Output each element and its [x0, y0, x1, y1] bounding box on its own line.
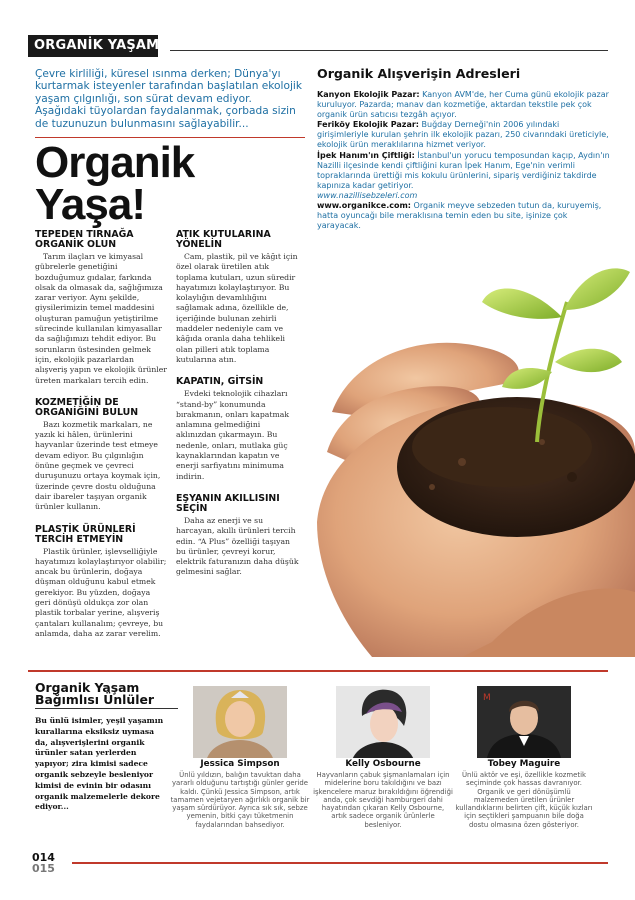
shop-name[interactable]: www.organikce.com: — [317, 201, 412, 211]
shops-title: Organik Alışverişin Adresleri — [317, 66, 521, 81]
section-body: Cam, plastik, pil ve kâğıt için özel olarak üretilen atık toplama kutuları, uzun süredir hayatımızı kolaylaştırıyor. Bu kolaylığın devamlılığını sağlamak adına, özellikle de, içeriğinde bulunan zehirli maddeler nedeniyle cam ve kâğıda oranla daha tehlikeli olan pilleri atık toplama kutularına atın. — [176, 252, 298, 364]
celeb-desc: Ünlü yıldızın, balığın tavuktan daha yararlı olduğunu tartıştığı günler geride kaldı. Çünkü Jessica Simpson, artık tamamen vejetaryen ağırlıklı organik bir yaşam sürdürüyor. Ayrıca sık sık, sebze yemenin, bitki çayı tüketmenin faydalarından bahsediyor. — [170, 771, 310, 829]
shops-list — [317, 90, 613, 231]
celeb-desc: Hayvanların çabuk şişmanlamaları için midelerine boru takıldığını ve bazı işkencelere maruz bırakıldığını öğrendiği anda, çok sevdiği hamburgeri dahi hayatından çıkaran Kelly Osbourne, artık sadece organik ürünlerle besleniyor. — [313, 771, 453, 829]
page-numbers — [32, 852, 55, 874]
celeb-name: Tobey Maguire — [487, 759, 561, 769]
section-body: Bazı kozmetik markaları, ne yazık ki hâlen, ürünlerini hayvanlar üzerinde test etmeye devam ediyor. Bu çılgınlığın önüne geçmek ve çevreci duruşunuzu ortaya koymak için, üzerinde çevre dostu olduğuna dair ibareler taşıyan organik ürünler kullanın. — [35, 419, 161, 512]
svg-text:M: M — [483, 693, 491, 703]
shop-desc: Buğday Derneği'nin 2006 yılındaki girişimleriyle kurulan şehrin ilk ekolojik pazarı, 250 civarındaki üreticiyle, ekolojik ürün meraklılarına hizmet veriyor. — [317, 120, 609, 150]
section-body: Tarım ilaçları ve kimyasal gübrelerle genetiğini bozduğumuz gıdalar, farkında olsak da olmasak da, sağlığımıza zarar veriyor. Aynı şekilde, giysilerimizin temel maddesini oluşturan pamuğun yetiştirilme sürecinde kullanılan kimyasallar da sağlığımızı tehdit ediyor. Bu sorunların üstesinden gelmek için, ekolojik pazarlardan alışveriş yapın ve ekolojik ürünler üreten markaları tercih edin. — [35, 252, 167, 385]
section-body: Plastik ürünler, işlevselliğiyle hayatımızı kolaylaştırıyor olabilir; ancak bu ürünlerin, doğaya düşman olduğunu kabul etmek gerekiyor. Bu yüzden, doğaya geri dönüşü oldukça zor olan plastik torbalar yerine, alışveriş çantaları kullanalım; çevreye, bu anlamda, daha az zarar verelim. — [35, 546, 167, 638]
celebs-title-line2: Bağımlısı Ünlüler — [35, 692, 154, 707]
celeb-name: Jessica Simpson — [200, 759, 280, 769]
section-body: Evdeki teknolojik cihazları “stand-by” konumunda bırakmanın, onları kapatmak anlamına gelmediğini aklınızdan çıkarmayın. Bu nedenle, onları, mutlaka güç kaynaklarından kapatın ve enerji sarfiyatını minimuma indirin. — [176, 389, 289, 481]
shop-name: İpek Hanım'ın Çiftliği: — [317, 150, 415, 160]
celebs-title-line1: Organik Yaşam — [35, 680, 140, 695]
shop-link[interactable]: www.nazillisebzeleri.com — [317, 190, 418, 200]
celebs-divider — [28, 670, 608, 672]
section-heading: KOZMETİĞİN DE ORGANİĞİNİ BULUN — [35, 396, 139, 418]
shop-desc: İstanbul'un yorucu temposundan kaçıp, Aydın'ın Nazilli ilçesinde kendi çiftliğini kuran İpek Hanım, Ege'nin verimli topraklarında ürettiği mis kokulu ürünlerini, sipariş verdiğiniz takdirde kapınıza kadar getiriyor. — [317, 150, 610, 190]
page-number-left: 014 — [32, 851, 55, 864]
celeb-card — [454, 686, 594, 829]
shop-name: Kanyon Ekolojik Pazar: — [317, 90, 420, 99]
section-heading: KAPATIN, GİTSİN — [176, 376, 264, 388]
section-heading: EŞYANIN AKILLISINI SEÇİN — [176, 492, 280, 514]
celeb-photo — [336, 686, 430, 758]
footer-rule — [72, 862, 608, 864]
shop-item — [317, 120, 613, 150]
shop-name: Feriköy Ekolojik Pazar: — [317, 120, 419, 130]
article-column-2 — [176, 230, 302, 590]
celeb-card — [170, 686, 310, 829]
shop-desc: Kanyon AVM'de, her Cuma günü ekolojik pazar kuruluyor. Pazarda; manav dan kozmetiğe, aktardan tekstile pek çok organik ürün satıcısı tezgâh açıyor. — [317, 90, 609, 120]
celeb-photo — [193, 686, 287, 758]
lead-paragraph: Çevre kirliliği, küresel ısınma derken; Dünya'yı kurtarmak isteyenler tarafından başlatılan ekolojik yaşam çılgınlığı, son sürat devam ediyor. Aşağıdaki tüyolardan faydalanmak, çorbada sizin de tuzunuzun bulunmasını sağlayabilir... — [35, 68, 302, 130]
shop-desc: Organik meyve sebzeden tutun da, kuruyemiş, hatta oyuncağı bile meraklısına temin eden bu site, işinize çok yarayacak. — [317, 201, 602, 231]
page-number-right: 015 — [32, 862, 55, 875]
section-heading: PLASTİK ÜRÜNLERİ TERCİH ETMEYİN — [35, 523, 136, 545]
article-column-1 — [35, 230, 167, 651]
section-heading: TEPEDEN TIRNAĞA ORGANİK OLUN — [35, 229, 134, 250]
celeb-card — [313, 686, 453, 829]
celebs-lead: Bu ünlü isimler, yeşil yaşamın kurallarına eksiksiz uymasa da, alışverişlerini organik ürünler satan yerlerden yapıyor; zira kimisi sadece organik sebzeyle besleniyor kimisi de evinin bir odasını organik malzemelerle dekore ediyor... — [35, 716, 164, 812]
shop-item — [317, 201, 613, 231]
celebs-title — [35, 682, 154, 706]
section-body: Daha az enerji ve su harcayan, akıllı ürünleri tercih edin. “A Plus” özelliği taşıyan bu ürünler, çevreyi korur, elektrik faturanızın daha düşük gelmesini sağlar. — [176, 515, 299, 577]
section-heading: ATIK KUTULARINA YÖNELİN — [176, 229, 271, 250]
celebs-title-underline — [35, 708, 178, 709]
article-title — [35, 138, 195, 229]
celeb-name: Kelly Osbourne — [345, 759, 421, 769]
section-header — [28, 35, 288, 57]
shop-item — [317, 151, 613, 201]
shop-item — [317, 90, 613, 120]
celeb-desc: Ünlü aktör ve eşi, özellikle kozmetik seçiminde çok hassas davranıyor. Organik ve geri dönüşümlü malzemeden üretilen ürünler kullandıklarını belirten çift, küçük kızları için seçtikleri şampuanın bile doğa dostu olmasına özen gösteriyor. — [455, 771, 593, 829]
seedling-illustration — [312, 262, 635, 657]
top-rule — [170, 50, 608, 51]
section-label: ORGANİK YAŞAM — [34, 38, 160, 53]
celeb-photo — [477, 686, 571, 758]
seedling-photo — [312, 262, 635, 657]
article-title-line1: Organik — [35, 138, 195, 187]
article-title-line2: Yaşa! — [35, 180, 145, 229]
